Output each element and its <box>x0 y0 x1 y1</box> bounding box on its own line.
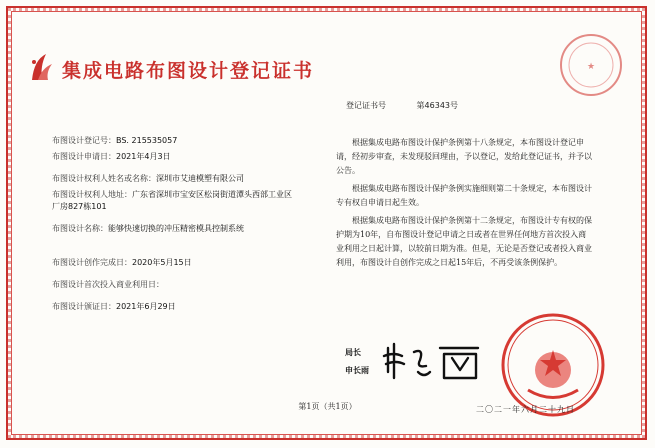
field-label: 布图设计首次投入商业利用日： <box>52 280 164 289</box>
field-label: 布图设计权利人地址： <box>52 190 132 199</box>
handwritten-signature-icon <box>380 338 490 384</box>
field-label: 布图设计颁证日： <box>52 302 116 311</box>
signatory-name: 申长雨 <box>345 366 369 375</box>
field-application-date <box>52 151 292 163</box>
field-value: 深圳市艾迪模塑有限公司 <box>156 174 244 183</box>
registration-label: 登记证书号 <box>346 101 386 110</box>
field-value: 能够快速切换的冲压精密模具控制系统 <box>108 224 244 233</box>
registration-number <box>346 100 458 111</box>
legal-text <box>336 136 594 274</box>
field-label: 布图设计登记号： <box>52 136 116 145</box>
fields-list <box>52 135 292 317</box>
field-value: 2020年5月15日 <box>132 258 192 267</box>
field-first-commercial-date <box>52 279 292 291</box>
field-owner-name <box>52 173 292 185</box>
paragraph-2: 根据集成电路布图设计保护条例实施细则第二十条规定，本布图设计专有权自申请日起生效。 <box>336 184 592 207</box>
field-value: 广东省深圳市宝安区松岗街道潭头西部工业区厂房827栋101 <box>52 190 292 211</box>
field-owner-address <box>52 189 292 213</box>
field-label: 布图设计创作完成日： <box>52 258 132 267</box>
field-label: 布图设计名称： <box>52 224 108 233</box>
signatory-block <box>345 344 369 380</box>
paragraph-3: 根据集成电路布图设计保护条例第十二条规定，布图设计专有权的保护期为10年，自布图设计登记申请之日或者在世界任何地方首次投入商业利用之日起计算，以较前日期为准。但是，无论是否登记或者投入商业利用，布图设计自创作完成之日起15年后，不再受该条例保护。 <box>336 216 592 267</box>
field-design-name <box>52 223 292 235</box>
field-issue-date <box>52 301 292 313</box>
page-number: 第1页（共1页） <box>298 402 357 411</box>
field-registration-no <box>52 135 292 147</box>
registration-value: 第46343号 <box>416 101 458 110</box>
field-value: BS. 215535057 <box>116 136 178 145</box>
field-value: 2021年4月3日 <box>116 152 171 161</box>
issue-date-chinese: 二〇二一年六月二十九日 <box>476 405 575 414</box>
side-seal-icon <box>556 30 626 100</box>
svg-text:★: ★ <box>586 62 596 72</box>
signatory-title: 局长 <box>345 348 361 357</box>
paragraph-1: 根据集成电路布图设计保护条例第十八条规定，本布图设计登记申请，经初步审查，未发现驳回理由，予以登记，发给此登记证书，并予以公告。 <box>336 138 592 175</box>
field-value: 2021年6月29日 <box>116 302 176 311</box>
field-creation-date <box>52 257 292 269</box>
field-label: 布图设计权利人姓名或名称： <box>52 174 156 183</box>
cnipa-logo-icon <box>24 50 58 84</box>
field-label: 布图设计申请日： <box>52 152 116 161</box>
certificate-title: 集成电路布图设计登记证书 <box>62 60 315 82</box>
